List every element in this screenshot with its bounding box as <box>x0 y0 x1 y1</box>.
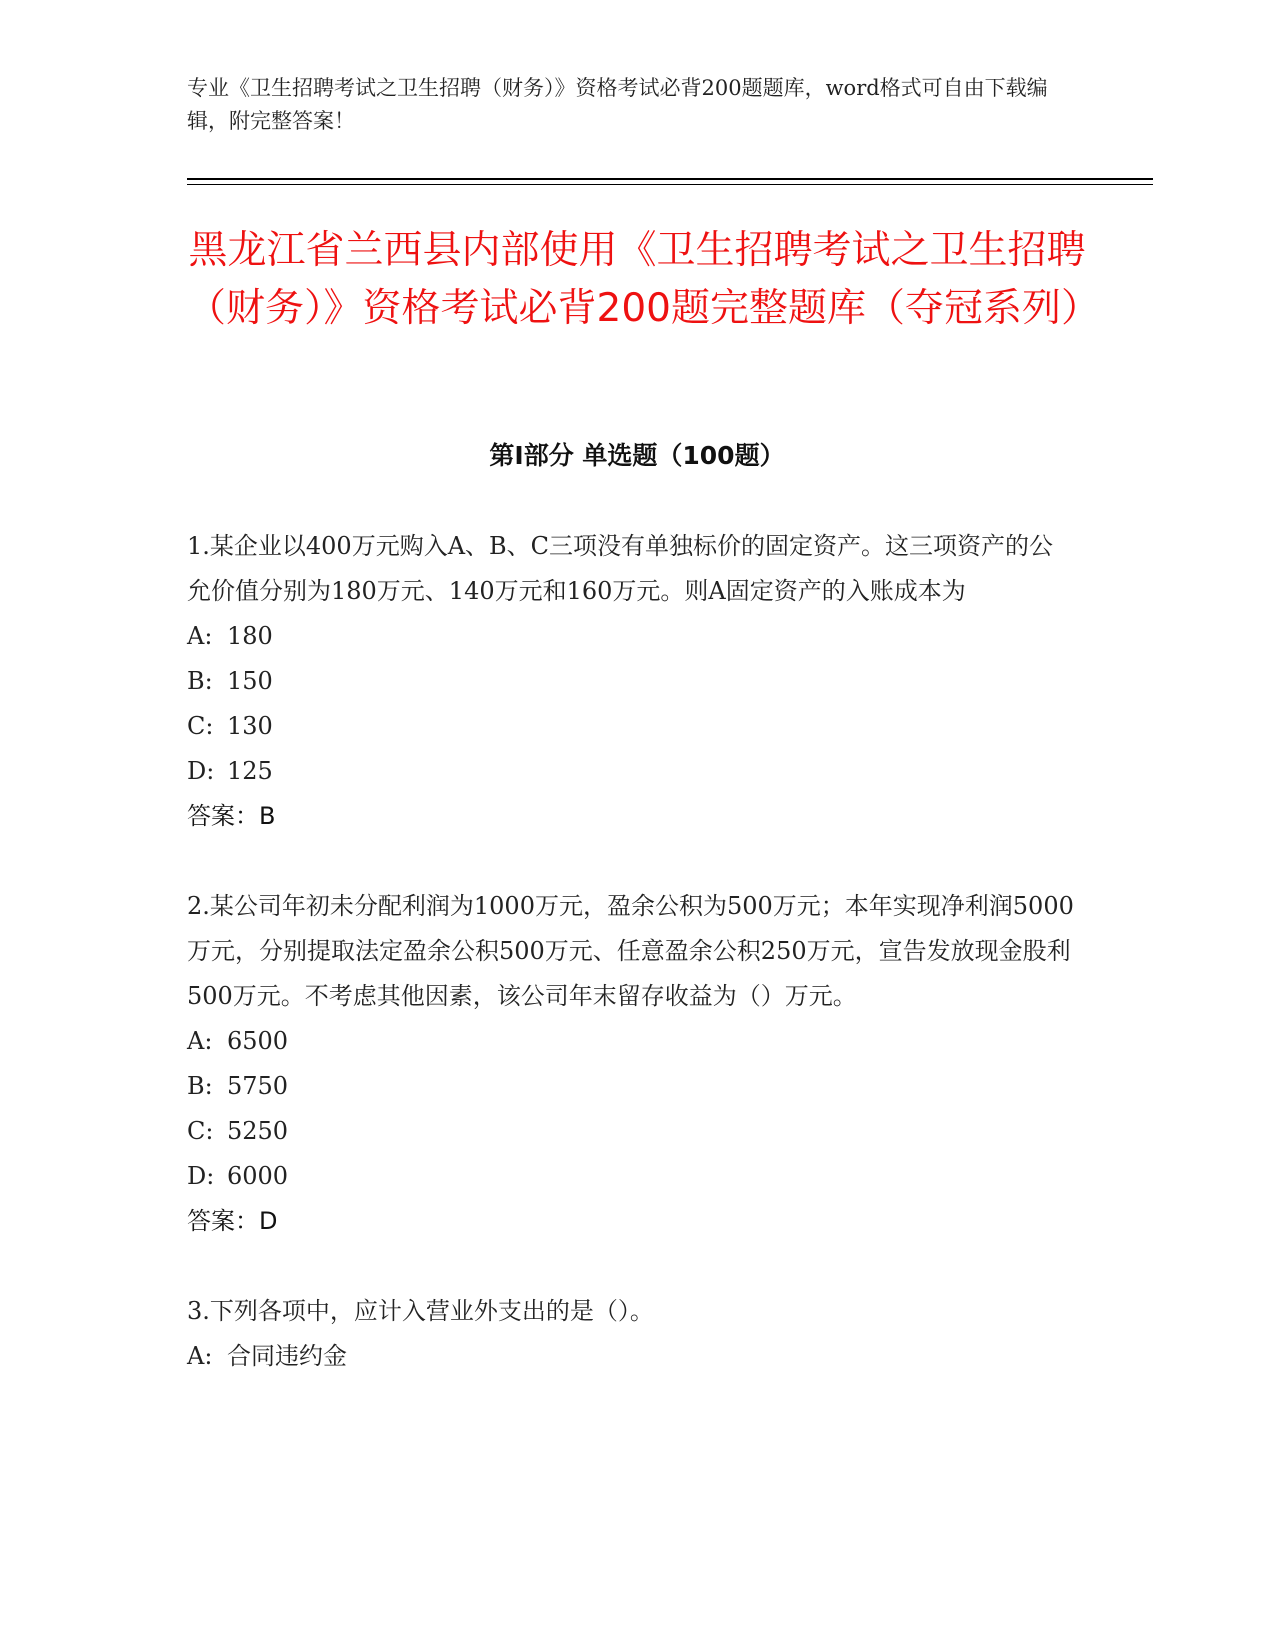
option-value: 6000 <box>227 1162 289 1190</box>
section-heading: 第Ⅰ部分 单选题（100题） <box>489 441 785 470</box>
option-label: A: <box>187 1342 213 1370</box>
option-b <box>187 1064 1077 1109</box>
question-2 <box>187 884 1077 1244</box>
option-label: D: <box>187 757 215 785</box>
header-divider-thick <box>187 178 1153 180</box>
option-value: 5750 <box>227 1072 289 1100</box>
question-list <box>187 524 1077 1379</box>
question-spacer <box>187 1244 1077 1289</box>
option-label: A: <box>187 1027 213 1055</box>
option-a <box>187 1334 1077 1379</box>
answer-line: 答案：B <box>187 802 276 830</box>
option-value: 125 <box>227 757 273 785</box>
document-title: 黑龙江省兰西县内部使用《卫生招聘考试之卫生招聘（财务）》资格考试必背200题完整题库（夺冠系列） <box>187 228 1100 331</box>
option-label: B: <box>187 667 213 695</box>
header-note: 专业《卫生招聘考试之卫生招聘（财务）》资格考试必背200题题库，word格式可自由下载编辑，附完整答案！ <box>187 76 1048 133</box>
option-value: 合同违约金 <box>227 1342 347 1370</box>
option-value: 130 <box>227 712 273 740</box>
question-text: 2.某公司年初未分配利润为1000万元，盈余公积为500万元；本年实现净利润5000万元，分别提取法定盈余公积500万元、任意盈余公积250万元，宣告发放现金股利500万元。不考虑其他因素，该公司年末留存收益为（）万元。 <box>187 892 1074 1010</box>
question-spacer <box>187 839 1077 884</box>
option-a <box>187 614 1077 659</box>
option-label: B: <box>187 1072 213 1100</box>
option-d <box>187 1154 1077 1199</box>
option-d <box>187 749 1077 794</box>
option-c <box>187 704 1077 749</box>
option-value: 150 <box>227 667 273 695</box>
option-a <box>187 1019 1077 1064</box>
question-text: 3.下列各项中，应计入营业外支出的是（）。 <box>187 1297 654 1325</box>
option-label: D: <box>187 1162 215 1190</box>
question-3 <box>187 1289 1077 1379</box>
option-label: C: <box>187 1117 214 1145</box>
question-1 <box>187 524 1077 839</box>
answer-line: 答案：D <box>187 1207 278 1235</box>
header-divider-thin <box>187 184 1153 185</box>
option-c <box>187 1109 1077 1154</box>
option-label: C: <box>187 712 214 740</box>
option-value: 180 <box>227 622 273 650</box>
option-value: 5250 <box>227 1117 289 1145</box>
option-value: 6500 <box>227 1027 289 1055</box>
question-text: 1.某企业以400万元购入A、B、C三项没有单独标价的固定资产。这三项资产的公允价值分别为180万元、140万元和160万元。则A固定资产的入账成本为 <box>187 532 1054 605</box>
option-label: A: <box>187 622 213 650</box>
option-b <box>187 659 1077 704</box>
